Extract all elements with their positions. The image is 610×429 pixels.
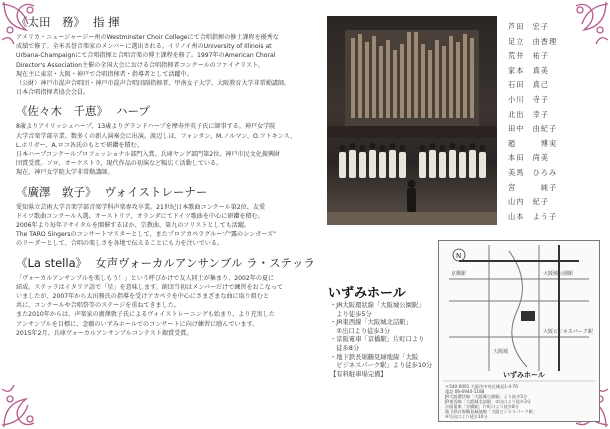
member-name: 家本 真美 xyxy=(508,65,549,75)
map-info-line: ④号出口より徒歩10分 xyxy=(445,414,488,419)
map-info-line: 京阪電車「京橋駅」片町口より徒歩8分 xyxy=(445,404,519,409)
text-line: Urbana-Champaignにて合唱指揮と合唱音楽の博士課程を修了。1997年のAmerican Choral xyxy=(16,52,276,60)
member-name: 美馬 ひろみ xyxy=(508,167,558,177)
member-name: 趙 博実 xyxy=(508,138,558,148)
access-line: ・JR東西線「大阪城北詰駅」 xyxy=(330,319,412,327)
member-name: 山本 よう子 xyxy=(508,211,558,221)
member-name: 足立 由香理 xyxy=(508,36,558,46)
text-line: 共に、コンクールや合唱祭等のステージを重ねてきました。 xyxy=(16,302,180,310)
text-line: 8歳よりアイリッシュハープ、13歳よりグランドハープを摩寿井英子氏に師事する。神戸女学院 xyxy=(16,123,276,131)
member-name: 荒井 祐子 xyxy=(508,51,549,61)
text-line: 「ヴォーカルアンサンブルを楽しもう！」という呼びかけで友人同士が集まり、2002年の夏に xyxy=(16,274,275,282)
text-line: アメリカ・ニュージャージー州のWestminster Choir Collegeにて合唱指揮の修士課程を優秀な xyxy=(16,34,279,41)
member-name: 田中 由紀子 xyxy=(508,124,558,134)
profile-text xyxy=(16,122,316,177)
text-line: 成績で修了。全米名誉音楽家のメンバーに選出される。イリノイ州のUniversity of Illinois at xyxy=(16,43,272,51)
map-info-line: JR大阪環状線「大阪城公園駅」より徒歩5分 xyxy=(445,394,528,399)
map-info-line: 地下鉄長堀鶴見緑地線「大阪ビジネスパーク駅」 xyxy=(445,409,538,414)
text-line: 2015年2月、兵庫ヴォーカルアンサンブルコンテスト銀賞受賞。 xyxy=(16,329,193,337)
text-line: 愛知県立芸術大学音楽学部音楽学科声楽専攻卒業。21世紀日本歌曲コンクール第2位、友愛 xyxy=(16,203,266,211)
access-line: ・地下鉄長堀鶴見緑地線「大阪 xyxy=(330,353,419,361)
text-line: いましたが、2007年から太田務氏の指導を受けアカペラを中心にさまざまな曲に取り組むと xyxy=(16,293,270,301)
map-landmark-label: 大阪城 xyxy=(493,349,509,355)
corner-flourish-bottom-left xyxy=(0,371,58,429)
member-name: 小川 寺子 xyxy=(508,94,549,104)
map-station-label: 大阪ビジネスパーク駅 xyxy=(543,329,593,335)
profile-role: ヴォイストレーナー xyxy=(104,184,208,199)
text-line: The TARO Singersのコンサートマスターとして、またプロアカペラグループ"露のシンガーズ" xyxy=(16,231,276,239)
access-line: 【有料駐車場完備】 xyxy=(330,370,387,378)
profiles-column xyxy=(16,14,316,338)
profile-name: 《La stella》 xyxy=(16,255,88,270)
hall-marker xyxy=(521,311,535,321)
map-info-line: JR東西線「大阪城北詰駅」②出口より徒歩3分 xyxy=(445,399,531,404)
access-list xyxy=(330,302,436,379)
access-line: ビジネスパーク駅」より徒歩10分 xyxy=(330,362,433,370)
member-list xyxy=(508,20,593,224)
map-station-label: 大阪城公園駅 xyxy=(543,271,574,277)
text-line: 現在主に東京・大阪・神戸で合唱指揮者・指導者として活躍中。 xyxy=(16,70,193,78)
access-line: より徒歩5分 xyxy=(330,310,372,318)
text-line: 結成。ステッラはイタリア語で「星」を意味します。創団当初はメンバーだけで練習をおこなって xyxy=(16,283,284,291)
member-name: 芦田 宏子 xyxy=(508,22,549,31)
profile-ensemble xyxy=(16,255,316,338)
profile-text xyxy=(16,203,316,249)
text-line: また2010年からは、声楽家の廣澤敦子氏によるヴォイストレーニングも始まり、より充実した xyxy=(16,311,275,319)
hall-title: いずみホール xyxy=(328,286,406,301)
member-name: 本田 尚美 xyxy=(508,153,549,163)
profile-role: 女声ヴォーカルアンサンブル ラ・ステッラ xyxy=(95,255,315,270)
profile-harp xyxy=(16,103,316,177)
map-station-label: 京橋駅 xyxy=(451,271,467,277)
map-info-line: 電話 06-6944-1188 xyxy=(445,389,485,394)
profile-voice-trainer xyxy=(16,184,316,249)
profile-conductor xyxy=(16,14,316,97)
text-line: 大学音楽学部卒業。数多くの新人演奏会に出演。渡辺しほ、フォンタン、M.ノルマン、O.フトキンス、 xyxy=(16,132,296,140)
text-line: アンサンブルを目標に、念願のいずみホールでのコンサートに向け練習に励んでいます。 xyxy=(16,320,259,328)
profile-name: 《太田 務》 xyxy=(16,15,85,29)
profile-name: 《佐々木 千恵》 xyxy=(16,104,108,119)
text-line: 2006年より毎年リサイタルを開催するほか、宗教曲、第九のソリストとしても活躍。 xyxy=(16,222,251,230)
access-line: ・JR大阪環状線「大阪城公園駅」 xyxy=(330,302,425,309)
text-line: L.ホリガー、A.ロコ各氏のもとで研鑽を積む。 xyxy=(16,141,143,149)
profile-role: ハープ xyxy=(116,104,150,119)
text-line: 日本合唱指揮者協会会員。 xyxy=(16,89,90,97)
profile-name: 《廣澤 敦子》 xyxy=(16,184,97,199)
member-name: 石田 真己 xyxy=(508,80,549,90)
map-info-line: 〒540-0001 大阪市中央区城見1-4-70 xyxy=(445,384,518,389)
profile-role: 指 揮 xyxy=(93,15,120,29)
member-name: 山内 紀子 xyxy=(508,197,549,207)
member-name: 北出 幸子 xyxy=(508,109,549,119)
access-line: ・京阪電車「京橋駅」片町口より xyxy=(330,336,425,344)
ensemble-photo xyxy=(327,16,497,225)
text-line: 現在、神戸女学院大学非常勤講師。 xyxy=(16,169,114,177)
map-hall-label: いずみホール xyxy=(503,371,545,379)
access-map xyxy=(438,240,600,422)
text-line: のリーダーとして、合唱の楽しさを各地で伝えることにも力を注いでいる。 xyxy=(16,240,224,248)
north-label: N xyxy=(456,252,462,260)
text-line: （公財）神戸市混声合唱団・神戸市混声合唱団副指揮者、甲南女子大学、大阪教育大学非常勤講師。 xyxy=(16,80,291,88)
profile-text xyxy=(16,274,316,338)
access-line: 徒歩8分 xyxy=(330,344,360,352)
text-line: Director's Association主催の全国大会における合唱指揮者コンクールのファイナリスト。 xyxy=(16,61,264,69)
text-line: 団賞受賞。ソロ、オーケストラ、現代作品の初演など幅広く活動している。 xyxy=(16,160,223,168)
member-name: 宮 純子 xyxy=(508,182,558,192)
profile-text xyxy=(16,33,316,97)
access-line: ②出口より徒歩3分 xyxy=(330,327,391,335)
text-line: ドイツ歌曲コンクール入選。オーストリア、オランダにてドイツ歌曲を中心に研鑽を積む。 xyxy=(16,212,264,220)
text-line: 日本ハープコンクールプロフェッショナル部門入賞。兵庫ヤング部門第2位。神戸市民文化振興財 xyxy=(16,151,281,159)
